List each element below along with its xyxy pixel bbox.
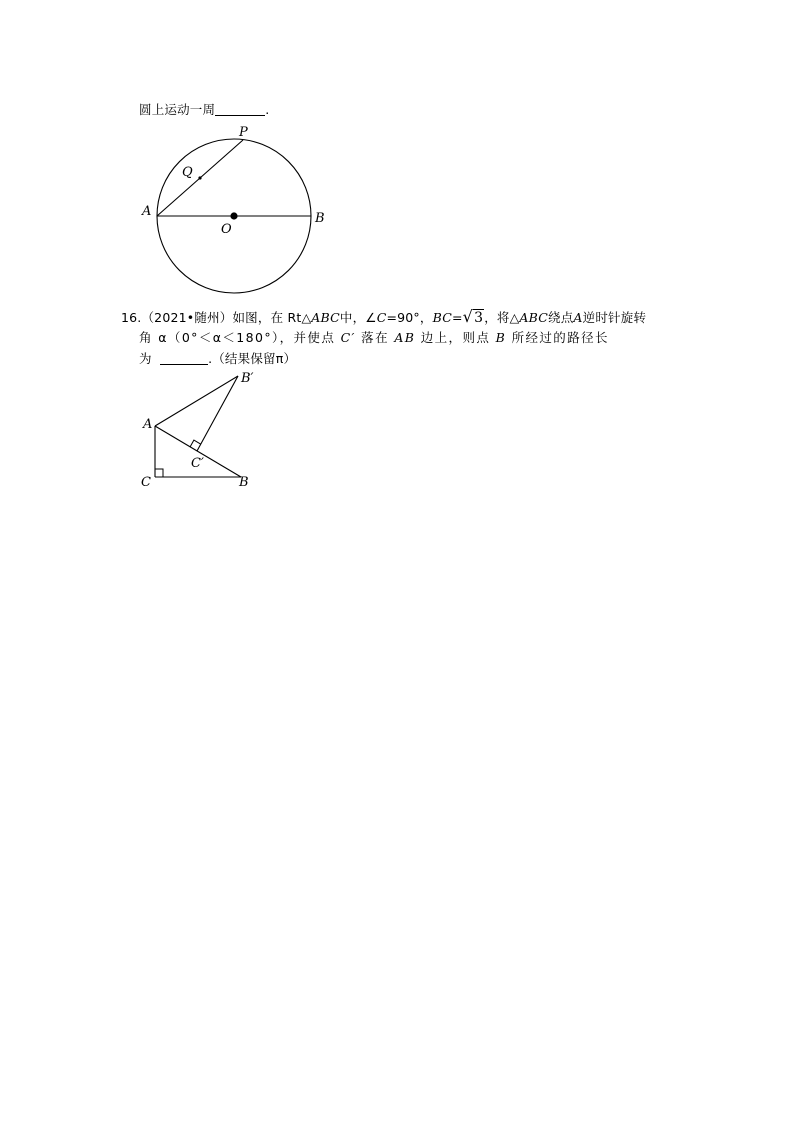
q16-text: =90°， (386, 310, 433, 325)
label-o: O (221, 222, 232, 237)
q16-text: 落在 (361, 330, 389, 345)
label-a: A (142, 204, 152, 219)
q16-line-3 (139, 349, 296, 367)
center-point-o (230, 212, 237, 219)
q15-answer-blank (215, 102, 265, 116)
q16-line-1 (121, 307, 646, 326)
label-a: A (143, 417, 153, 432)
q16-answer-blank (160, 351, 208, 365)
sqrt-3: √3 (462, 307, 484, 326)
q16-text: 所经过的路径长 (511, 330, 609, 345)
q16-source: （2021•随州） (141, 310, 233, 325)
q16-var: C′ (340, 330, 356, 345)
q16-var: B (495, 330, 507, 345)
q16-var: ABC (519, 310, 549, 325)
q16-triangle-figure (135, 368, 270, 493)
label-c-prime: C′ (191, 456, 204, 471)
label-b: B (315, 211, 325, 226)
q16-text: 中，∠ (339, 310, 377, 325)
q16-text: 绕点 (548, 310, 574, 325)
q16-text: = (451, 310, 463, 325)
q16-text: .（结果保留π） (208, 351, 297, 366)
q16-text: 如图，在 Rt△ (232, 310, 312, 325)
q15-circle-figure (130, 118, 340, 298)
segment-ab-prime (155, 376, 238, 426)
segment-b-prime-c-prime (197, 376, 238, 451)
q15-end-punct: . (265, 102, 270, 117)
q16-line-2 (139, 328, 609, 346)
q16-var: A (573, 310, 583, 325)
label-c: C (141, 475, 151, 490)
q16-text: 逆时针旋转 (582, 310, 647, 325)
label-q: Q (182, 165, 193, 180)
label-p: P (239, 125, 248, 140)
q15-tail-text: 圆上运动一周 (139, 102, 216, 117)
right-angle-mark-c (155, 469, 163, 477)
q16-text: 边上，则点 (420, 330, 491, 345)
q16-var: BC (432, 310, 452, 325)
q16-number: 16. (121, 310, 142, 325)
q15-text-line (139, 100, 269, 118)
q16-text: ，将△ (484, 310, 520, 325)
label-b: B (239, 475, 249, 490)
label-b-prime: B′ (241, 371, 254, 386)
q16-var: ABC (311, 310, 340, 325)
sqrt-radicand: 3 (474, 310, 484, 326)
q16-text: 为 (139, 351, 152, 366)
q16-var: AB (394, 330, 416, 345)
q16-var: C (376, 310, 387, 325)
q16-text: 角 α（0°＜α＜180°），并使点 (139, 330, 336, 345)
point-q (198, 176, 201, 179)
